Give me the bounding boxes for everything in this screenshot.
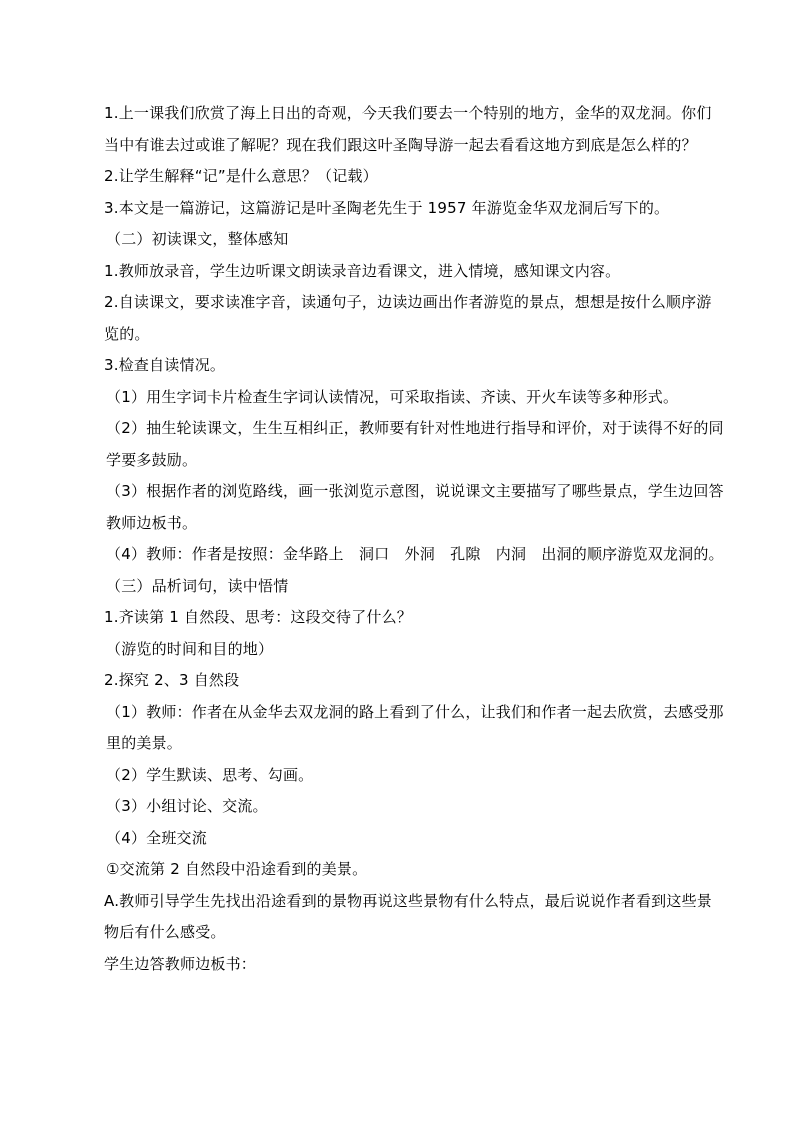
paragraph-blackboard-writing: 学生边答教师边板书： bbox=[104, 954, 257, 973]
paragraph-read-section-one: 1.齐读第 1 自然段、思考：这段交待了什么？ bbox=[104, 608, 412, 626]
paragraph-time-destination: （游览的时间和目的地） bbox=[106, 639, 274, 658]
paragraph-class-exchange: （4）全班交流 bbox=[106, 828, 207, 847]
paragraph-teacher-guide-scenery: （1）教师：作者在从金华去双龙洞的路上看到了什么，让我们和作者一起去欣赏，去感受那里的美景。 bbox=[106, 702, 724, 752]
paragraph-intro-question: 1.上一课我们欣赏了海上日出的奇观，今天我们要去一个特别的地方，金华的双龙洞。你们当中有谁去过或谁了解呢？现在我们跟这叶圣陶导游一起去看看这地方到底是怎么样的？ bbox=[104, 104, 712, 154]
paragraph-explore-sections: 2.探究 2、3 自然段 bbox=[104, 671, 240, 689]
paragraph-silent-reading: （2）学生默读、思考、勾画。 bbox=[106, 765, 314, 784]
paragraph-play-recording: 1.教师放录音，学生边听课文朗读录音边看课文，进入情境，感知课文内容。 bbox=[104, 261, 621, 280]
paragraph-check-reading: 3.检查自读情况。 bbox=[104, 356, 226, 374]
paragraph-draw-route-map: （3）根据作者的浏览路线，画一张浏览示意图，说说课文主要描写了哪些景点，学生边回答教师边板书。 bbox=[106, 482, 724, 532]
paragraph-self-reading: 2.自读课文，要求读准字音，读通句子，边读边画出作者游览的景点，想想是按什么顺序游览的。 bbox=[104, 293, 712, 343]
paragraph-word-cards: （1）用生字词卡片检查生字词认读情况，可采取指读、齐读、开火车读等多种形式。 bbox=[106, 387, 679, 406]
section-heading-analysis: （三）品析词句，读中悟情 bbox=[106, 576, 289, 595]
paragraph-find-scenery: A.教师引导学生先找出沿途看到的景物再说这些景物有什么特点，最后说说作者看到这些景物后有什么感受。 bbox=[104, 891, 712, 941]
paragraph-group-discussion: （3）小组讨论、交流。 bbox=[106, 797, 268, 815]
paragraph-travelogue-background: 3.本文是一篇游记，这篇游记是叶圣陶老先生于 1957 年游览金华双龙洞后写下的。 bbox=[104, 198, 670, 217]
section-heading-first-reading: （二）初读课文，整体感知 bbox=[106, 230, 289, 248]
paragraph-explain-ji: 2.让学生解释“记”是什么意思？（记载） bbox=[104, 167, 378, 185]
paragraph-exchange-scenery: ①交流第 2 自然段中沿途看到的美景。 bbox=[106, 860, 368, 878]
paragraph-visit-order: （4）教师：作者是按照：金华路上 洞口 外洞 孔隙 内洞 出洞的顺序游览双龙洞的。 bbox=[106, 545, 724, 563]
document-body bbox=[104, 98, 724, 980]
paragraph-take-turns-reading: （2）抽生轮读课文，生生互相纠正，教师要有针对性地进行指导和评价，对于读得不好的同学要多鼓励。 bbox=[106, 419, 724, 469]
